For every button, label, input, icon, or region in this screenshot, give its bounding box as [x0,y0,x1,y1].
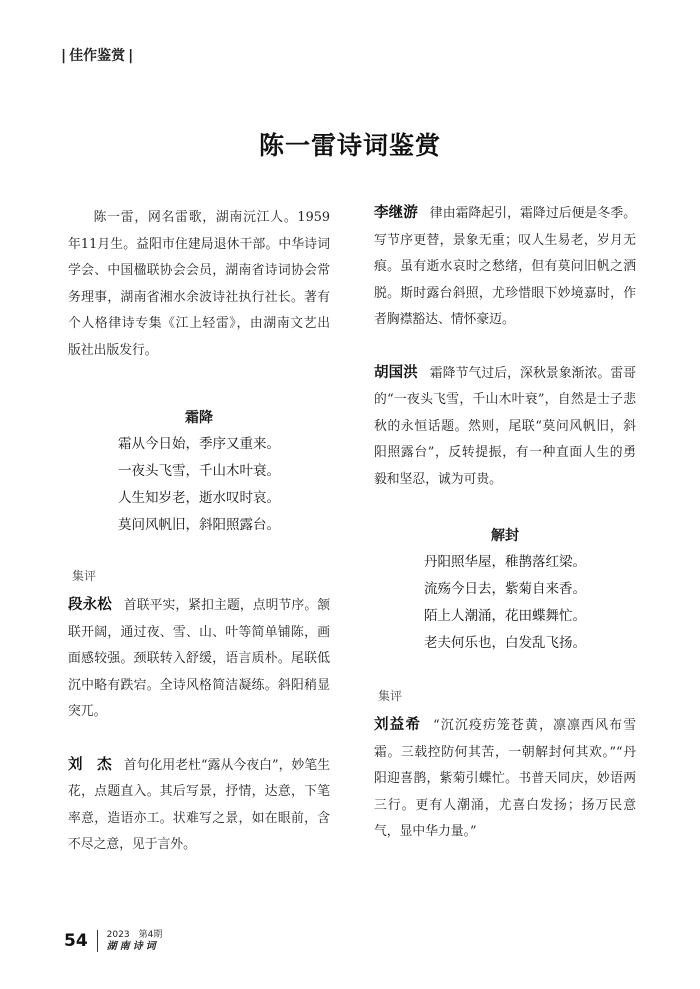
right-column [374,200,636,846]
poem-unlock [374,525,636,657]
reviewer-name: 李继游 [374,205,418,221]
issue-label: 2023 第4期 [106,930,163,940]
review-entry [374,712,636,846]
article-title: 陈一雷诗词鉴赏 [258,131,441,160]
reviewer-name: 刘益希 [374,717,422,733]
poem-title: 解封 [491,528,519,544]
section-tag-label: 佳作鉴赏 [69,48,126,64]
section-tag-bar-right: | [128,48,134,64]
poem-line: 一夜头飞雪，千山木叶衰。 [118,463,280,479]
review-text: 律由霜降起引，霜降过后便是冬季。写节序更替，景象无重；叹人生易老，岁月无痕。虽有逝水哀时之愁绪，但有莫问旧帆之洒脱。斯时露台斜照，尤珍惜眼下妙境嘉时，作者胸襟豁达、情怀豪迈。 [374,206,637,327]
poem-line: 丹阳照华屋，稚鹊落红梁。 [424,554,586,570]
review-text: 首句化用老杜“露从今夜白”，妙笔生花，点题直入。其后写景，抒情，达意，下笔率意，造语亦工。状难写之景，如在眼前，含不尽之意，见于言外。 [68,757,330,852]
poem-line: 霜从今日始，季序又重来。 [118,436,280,452]
section-tag [58,45,136,65]
page-number: 54 [64,931,88,951]
review-entry [68,752,330,859]
poem-line: 流殇今日去，紫菊自来香。 [424,581,586,597]
review-entry [374,360,636,494]
page-footer [64,930,162,952]
left-column [68,200,330,859]
poem-line: 老夫何乐也，白发乱飞扬。 [424,635,586,651]
poem-line: 陌上人潮涌，花田蝶舞忙。 [424,608,586,624]
reviewer-name: 刘 杰 [68,756,112,773]
reviewer-name: 胡国洪 [374,364,418,381]
footer-divider [97,930,98,952]
section-tag-bar-left: | [61,48,67,64]
review-text: 首联平实，紧扣主题，点明节序。颔联开阔，通过夜、雪、山、叶等简单铺陈，画面感较强。颈联转入舒缓，语言质朴。尾联低沉中略有跌宕。全诗风格简洁凝练。斜阳稍显突兀。 [68,598,331,719]
poem-frost [68,407,330,539]
review-text: “沉沉疫疠笼苍黄，凛凛西风布雪霜。三载控防何其苦，一朝解封何其欢。”“丹阳迎喜鹊，紫菊引蝶忙。书普天同庆，妙语两三行。更有人潮涌，尤喜白发扬；扬万民意气，显中华力量。” [374,718,636,839]
review-entry [68,592,330,726]
review-text: 霜降节气过后，深秋景象渐浓。雷哥的“一夜头飞雪，千山木叶衰”，自然是士子悲秋的永恒话题。然则，尾联“莫问风帆旧，斜阳照露台”，反转提振，有一种直面人生的勇毅和坚忍，诚为可贵。 [374,365,637,487]
review-entry [374,200,636,334]
author-bio: 陈一雷，网名雷歌，湖南沅江人。1959年11月生。益阳市住建局退休干部。中华诗词学会、中国楹联协会会员，湖南省诗词协会常务理事，湖南省湘水余波诗社执行社长。著有个人格律诗专集《江上轻雷》，由湖南文艺出版社出版发行。 [68,210,330,358]
reviewer-name: 段永松 [68,597,112,613]
poem-line: 人生知岁老，逝水叹时哀。 [118,490,280,506]
poem-title: 霜降 [185,410,213,426]
review-label: 集评 [378,689,403,703]
review-label: 集评 [72,569,97,583]
poem-line: 莫问风帆旧，斜阳照露台。 [118,517,280,533]
footer-info [107,930,163,952]
magazine-name: 湖南诗词 [106,941,159,952]
